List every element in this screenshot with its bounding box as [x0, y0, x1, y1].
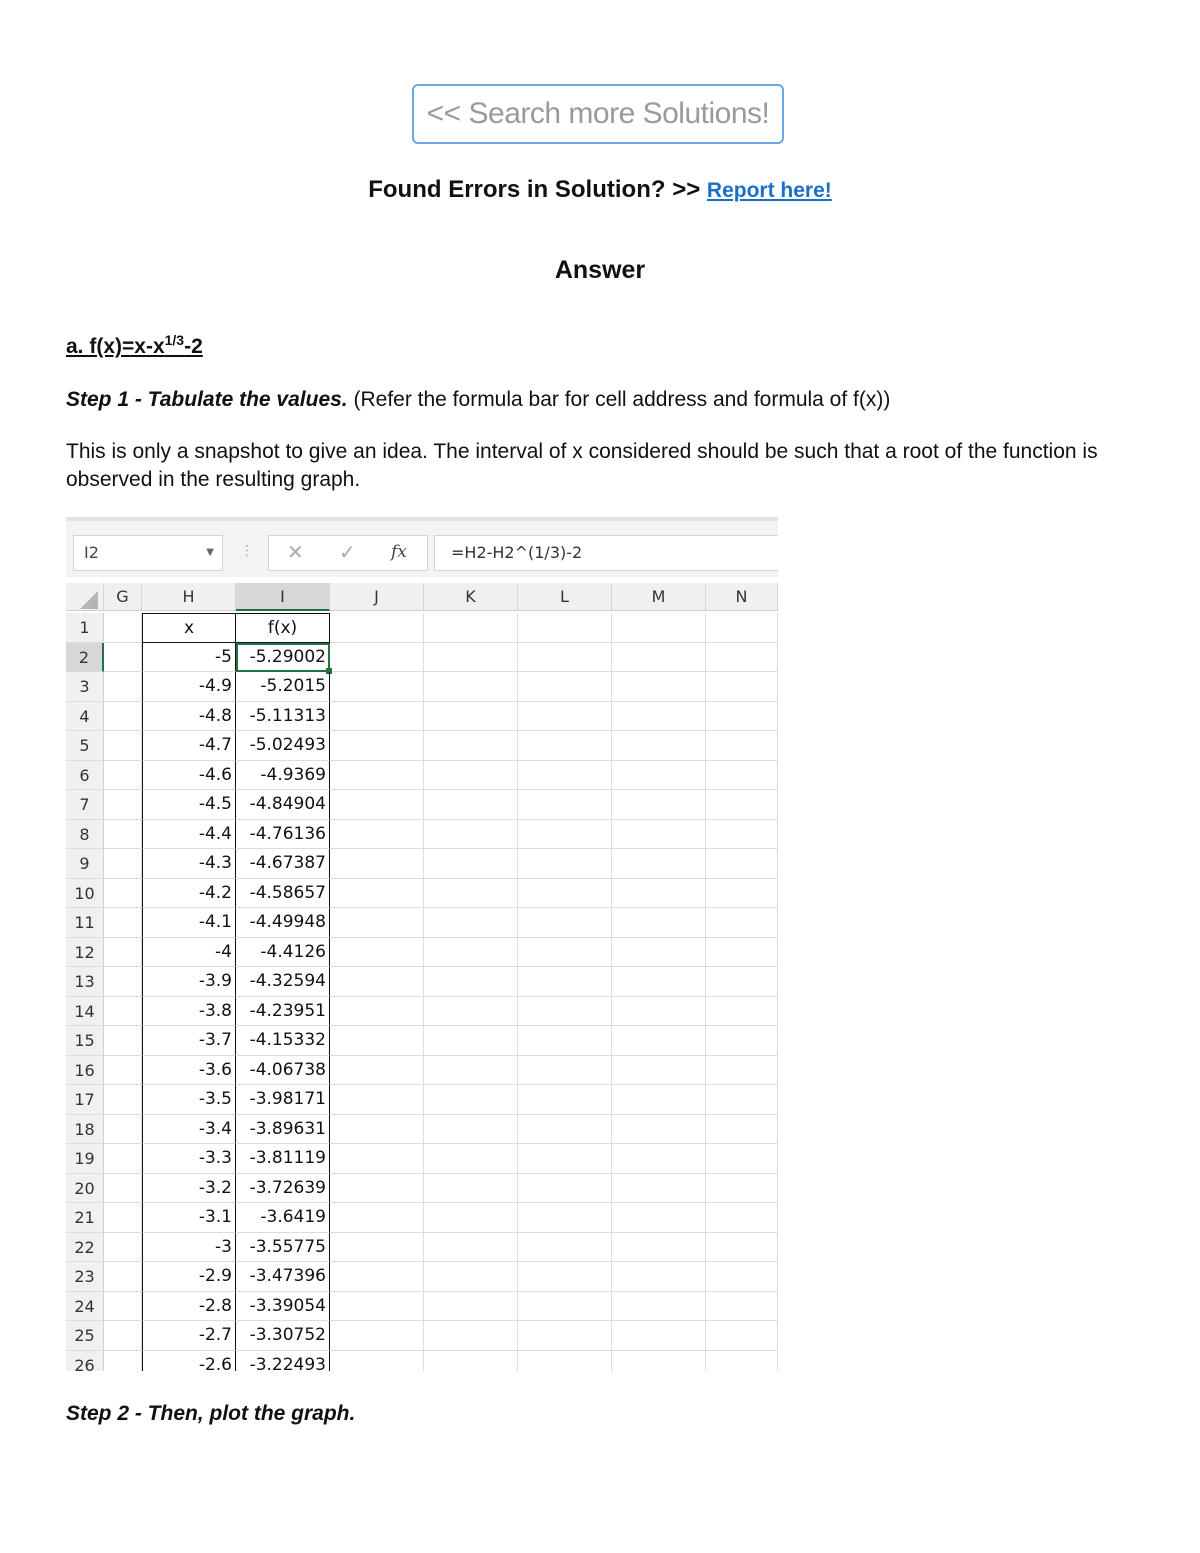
- search-more-solutions-button[interactable]: << Search more Solutions!: [412, 84, 784, 144]
- empty-cell[interactable]: [518, 967, 612, 997]
- fx-cell[interactable]: -3.81119: [236, 1144, 330, 1174]
- empty-cell[interactable]: [424, 1144, 518, 1174]
- empty-cell[interactable]: [424, 731, 518, 761]
- insert-function-icon[interactable]: fx: [391, 542, 407, 562]
- row-number[interactable]: 11: [66, 908, 104, 938]
- fx-cell[interactable]: -3.47396: [236, 1262, 330, 1292]
- x-cell[interactable]: -4.7: [142, 731, 236, 761]
- empty-cell[interactable]: [424, 1292, 518, 1322]
- empty-cell[interactable]: [612, 1203, 706, 1233]
- empty-cell[interactable]: [424, 1085, 518, 1115]
- empty-cell[interactable]: [330, 820, 424, 850]
- empty-cell[interactable]: [424, 1056, 518, 1086]
- empty-cell[interactable]: [104, 1321, 142, 1351]
- empty-cell[interactable]: [424, 1174, 518, 1204]
- table-row: [66, 761, 778, 791]
- empty-cell[interactable]: [330, 967, 424, 997]
- empty-cell[interactable]: [518, 643, 612, 673]
- formula-input[interactable]: =H2-H2^(1/3)-2: [434, 535, 778, 571]
- fx-cell[interactable]: -4.49948: [236, 908, 330, 938]
- column-header-g[interactable]: G: [104, 583, 142, 611]
- empty-cell[interactable]: [518, 849, 612, 879]
- table-row: [66, 938, 778, 968]
- empty-cell[interactable]: [330, 672, 424, 702]
- empty-cell[interactable]: [612, 1026, 706, 1056]
- empty-cell[interactable]: [612, 731, 706, 761]
- table-row: [66, 1115, 778, 1145]
- fx-cell[interactable]: -4.58657: [236, 879, 330, 909]
- row-number[interactable]: 4: [66, 702, 104, 732]
- table-row: [66, 1262, 778, 1292]
- select-all-icon: [80, 591, 98, 609]
- empty-cell[interactable]: [104, 849, 142, 879]
- empty-cell[interactable]: [518, 1321, 612, 1351]
- empty-cell[interactable]: [104, 613, 142, 643]
- fx-cell[interactable]: -5.02493: [236, 731, 330, 761]
- empty-cell[interactable]: [330, 908, 424, 938]
- x-cell[interactable]: -5: [142, 643, 236, 673]
- column-header-m[interactable]: M: [612, 583, 706, 611]
- empty-cell[interactable]: [424, 938, 518, 968]
- row-number[interactable]: 5: [66, 731, 104, 761]
- empty-cell[interactable]: [424, 967, 518, 997]
- empty-cell[interactable]: [518, 820, 612, 850]
- step2-text: Step 2 - Then, plot the graph.: [66, 1402, 356, 1425]
- empty-cell[interactable]: [518, 731, 612, 761]
- empty-cell[interactable]: [612, 643, 706, 673]
- empty-cell[interactable]: [330, 1321, 424, 1351]
- empty-cell[interactable]: [612, 820, 706, 850]
- empty-cell[interactable]: [104, 938, 142, 968]
- fx-cell[interactable]: -4.84904: [236, 790, 330, 820]
- table-row: [66, 790, 778, 820]
- table-row: [66, 672, 778, 702]
- table-row: [66, 1026, 778, 1056]
- empty-cell[interactable]: [518, 672, 612, 702]
- empty-cell[interactable]: [104, 967, 142, 997]
- empty-cell[interactable]: [104, 1144, 142, 1174]
- empty-cell[interactable]: [612, 967, 706, 997]
- empty-cell[interactable]: [518, 1085, 612, 1115]
- empty-cell[interactable]: [424, 1026, 518, 1056]
- empty-cell[interactable]: [330, 790, 424, 820]
- empty-cell[interactable]: [706, 1026, 778, 1056]
- x-cell[interactable]: -2.9: [142, 1262, 236, 1292]
- empty-cell[interactable]: [612, 1262, 706, 1292]
- chevron-down-icon: ▼: [206, 547, 214, 558]
- empty-cell[interactable]: [330, 613, 424, 643]
- empty-cell[interactable]: [518, 702, 612, 732]
- empty-cell[interactable]: [104, 1026, 142, 1056]
- fx-cell[interactable]: -4.15332: [236, 1026, 330, 1056]
- empty-cell[interactable]: [424, 790, 518, 820]
- table-row: [66, 1056, 778, 1086]
- empty-cell[interactable]: [330, 1026, 424, 1056]
- row-number[interactable]: 10: [66, 879, 104, 909]
- empty-cell[interactable]: [330, 1292, 424, 1322]
- table-row: [66, 997, 778, 1027]
- row-number[interactable]: 13: [66, 967, 104, 997]
- empty-cell[interactable]: [612, 879, 706, 909]
- fx-cell[interactable]: -3.72639: [236, 1174, 330, 1204]
- empty-cell[interactable]: [330, 849, 424, 879]
- empty-cell[interactable]: [330, 1203, 424, 1233]
- fx-cell[interactable]: -5.2015: [236, 672, 330, 702]
- name-box[interactable]: [73, 535, 223, 571]
- empty-cell[interactable]: [330, 1174, 424, 1204]
- table-row: [66, 1351, 778, 1372]
- empty-cell[interactable]: [104, 997, 142, 1027]
- spreadsheet-snapshot: [66, 517, 778, 1371]
- empty-cell[interactable]: [104, 1351, 142, 1372]
- fx-cell[interactable]: -4.9369: [236, 761, 330, 791]
- empty-cell[interactable]: [330, 643, 424, 673]
- empty-cell[interactable]: [706, 790, 778, 820]
- step1-label: Step 1 - Tabulate the values.: [66, 388, 348, 411]
- table-row: [66, 1203, 778, 1233]
- row-number[interactable]: 20: [66, 1174, 104, 1204]
- row-number[interactable]: 17: [66, 1085, 104, 1115]
- empty-cell[interactable]: [518, 1056, 612, 1086]
- x-header-cell[interactable]: x: [142, 613, 236, 643]
- table-row: [66, 967, 778, 997]
- empty-cell[interactable]: [612, 849, 706, 879]
- empty-cell[interactable]: [612, 997, 706, 1027]
- empty-cell[interactable]: [706, 702, 778, 732]
- column-header-i[interactable]: I: [236, 583, 330, 611]
- table-row: [66, 643, 778, 673]
- row-number[interactable]: 26: [66, 1351, 104, 1372]
- x-cell[interactable]: -3: [142, 1233, 236, 1263]
- row-number[interactable]: 1: [66, 613, 104, 643]
- cancel-icon[interactable]: ✕: [287, 540, 304, 564]
- fx-cell[interactable]: -3.55775: [236, 1233, 330, 1263]
- empty-cell[interactable]: [330, 1115, 424, 1145]
- empty-cell[interactable]: [518, 1292, 612, 1322]
- empty-cell[interactable]: [518, 879, 612, 909]
- empty-cell[interactable]: [518, 908, 612, 938]
- empty-cell[interactable]: [104, 1174, 142, 1204]
- x-cell[interactable]: -4.2: [142, 879, 236, 909]
- empty-cell[interactable]: [706, 761, 778, 791]
- part-a-exponent: 1/3: [164, 332, 185, 348]
- fx-cell[interactable]: -3.98171: [236, 1085, 330, 1115]
- row-number[interactable]: 22: [66, 1233, 104, 1263]
- empty-cell[interactable]: [104, 820, 142, 850]
- empty-cell[interactable]: [104, 643, 142, 673]
- empty-cell[interactable]: [330, 938, 424, 968]
- answer-title: Answer: [554, 256, 646, 284]
- x-cell[interactable]: -3.2: [142, 1174, 236, 1204]
- empty-cell[interactable]: [706, 997, 778, 1027]
- table-row: [66, 1292, 778, 1322]
- empty-cell[interactable]: [706, 908, 778, 938]
- empty-cell[interactable]: [612, 908, 706, 938]
- row-number[interactable]: 6: [66, 761, 104, 791]
- empty-cell[interactable]: [518, 790, 612, 820]
- empty-cell[interactable]: [424, 820, 518, 850]
- more-options-icon: ⋮: [240, 543, 254, 559]
- name-box-value: I2: [84, 543, 99, 562]
- column-header-j[interactable]: J: [330, 583, 424, 611]
- empty-cell[interactable]: [706, 1203, 778, 1233]
- empty-cell[interactable]: [104, 702, 142, 732]
- x-cell[interactable]: -3.9: [142, 967, 236, 997]
- empty-cell[interactable]: [706, 672, 778, 702]
- empty-cell[interactable]: [518, 1351, 612, 1372]
- empty-cell[interactable]: [424, 879, 518, 909]
- row-number[interactable]: 23: [66, 1262, 104, 1292]
- column-header-k[interactable]: K: [424, 583, 518, 611]
- table-row: [66, 908, 778, 938]
- empty-cell[interactable]: [612, 1144, 706, 1174]
- x-cell[interactable]: -4.8: [142, 702, 236, 732]
- fx-cell[interactable]: -3.30752: [236, 1321, 330, 1351]
- empty-cell[interactable]: [706, 879, 778, 909]
- empty-cell[interactable]: [424, 643, 518, 673]
- table-row: [66, 1085, 778, 1115]
- fx-cell[interactable]: -3.22493: [236, 1351, 330, 1372]
- x-cell[interactable]: -4.9: [142, 672, 236, 702]
- empty-cell[interactable]: [612, 1233, 706, 1263]
- empty-cell[interactable]: [706, 731, 778, 761]
- row-number[interactable]: 3: [66, 672, 104, 702]
- empty-cell[interactable]: [612, 1292, 706, 1322]
- empty-cell[interactable]: [104, 879, 142, 909]
- fx-cell[interactable]: -4.4126: [236, 938, 330, 968]
- empty-cell[interactable]: [612, 1174, 706, 1204]
- part-a-suffix: -2: [184, 335, 203, 358]
- row-number[interactable]: 24: [66, 1292, 104, 1322]
- x-cell[interactable]: -4.1: [142, 908, 236, 938]
- row-number[interactable]: 21: [66, 1203, 104, 1233]
- empty-cell[interactable]: [612, 613, 706, 643]
- empty-cell[interactable]: [424, 1233, 518, 1263]
- empty-cell[interactable]: [612, 1351, 706, 1372]
- empty-cell[interactable]: [330, 1233, 424, 1263]
- row-number[interactable]: 9: [66, 849, 104, 879]
- empty-cell[interactable]: [424, 1321, 518, 1351]
- part-a-heading: [66, 332, 203, 359]
- table-row: [66, 1144, 778, 1174]
- row-number[interactable]: 18: [66, 1115, 104, 1145]
- table-row: [66, 1321, 778, 1351]
- fx-cell[interactable]: -4.06738: [236, 1056, 330, 1086]
- x-cell[interactable]: -4: [142, 938, 236, 968]
- empty-cell[interactable]: [706, 1262, 778, 1292]
- fx-cell[interactable]: -4.32594: [236, 967, 330, 997]
- empty-cell[interactable]: [706, 1321, 778, 1351]
- empty-cell[interactable]: [104, 731, 142, 761]
- empty-cell[interactable]: [518, 1115, 612, 1145]
- formula-buttons: [268, 535, 428, 571]
- empty-cell[interactable]: [706, 820, 778, 850]
- empty-cell[interactable]: [706, 1115, 778, 1145]
- empty-cell[interactable]: [424, 613, 518, 643]
- x-cell[interactable]: -4.3: [142, 849, 236, 879]
- empty-cell[interactable]: [104, 672, 142, 702]
- column-header-h[interactable]: H: [142, 583, 236, 611]
- empty-cell[interactable]: [424, 1115, 518, 1145]
- enter-icon[interactable]: ✓: [339, 540, 356, 564]
- fx-cell[interactable]: -4.23951: [236, 997, 330, 1027]
- empty-cell[interactable]: [612, 702, 706, 732]
- table-row: [66, 849, 778, 879]
- empty-cell[interactable]: [706, 1351, 778, 1372]
- empty-cell[interactable]: [518, 1262, 612, 1292]
- table-row: [66, 879, 778, 909]
- empty-cell[interactable]: [104, 1056, 142, 1086]
- fx-cell[interactable]: -3.39054: [236, 1292, 330, 1322]
- row-number[interactable]: 15: [66, 1026, 104, 1056]
- empty-cell[interactable]: [424, 1203, 518, 1233]
- empty-cell[interactable]: [612, 1115, 706, 1145]
- empty-cell[interactable]: [706, 849, 778, 879]
- empty-cell[interactable]: [518, 1026, 612, 1056]
- row-number[interactable]: 2: [66, 643, 104, 673]
- x-cell[interactable]: -2.6: [142, 1351, 236, 1372]
- empty-cell[interactable]: [518, 1203, 612, 1233]
- empty-cell[interactable]: [330, 1351, 424, 1372]
- empty-cell[interactable]: [706, 967, 778, 997]
- empty-cell[interactable]: [424, 908, 518, 938]
- empty-cell[interactable]: [612, 672, 706, 702]
- x-cell[interactable]: -4.4: [142, 820, 236, 850]
- row-number[interactable]: 19: [66, 1144, 104, 1174]
- empty-cell[interactable]: [706, 938, 778, 968]
- empty-cell[interactable]: [104, 790, 142, 820]
- empty-cell[interactable]: [424, 761, 518, 791]
- step1-body: (Refer the formula bar for cell address and formula of f(x)): [347, 388, 891, 411]
- table-row: [66, 702, 778, 732]
- column-header-l[interactable]: L: [518, 583, 612, 611]
- x-cell[interactable]: -3.1: [142, 1203, 236, 1233]
- part-a-prefix: a. f(x)=x-x: [66, 335, 165, 358]
- table-row: [66, 731, 778, 761]
- empty-cell[interactable]: [104, 1085, 142, 1115]
- empty-cell[interactable]: [104, 1233, 142, 1263]
- empty-cell[interactable]: [612, 761, 706, 791]
- empty-cell[interactable]: [706, 1233, 778, 1263]
- empty-cell[interactable]: [424, 702, 518, 732]
- empty-cell[interactable]: [518, 613, 612, 643]
- empty-cell[interactable]: [424, 1262, 518, 1292]
- fx-cell[interactable]: -3.89631: [236, 1115, 330, 1145]
- empty-cell[interactable]: [104, 761, 142, 791]
- empty-cell[interactable]: [518, 1233, 612, 1263]
- empty-cell[interactable]: [330, 997, 424, 1027]
- fx-cell[interactable]: -3.6419: [236, 1203, 330, 1233]
- table-row: [66, 1233, 778, 1263]
- empty-cell[interactable]: [706, 613, 778, 643]
- x-cell[interactable]: -4.6: [142, 761, 236, 791]
- fx-cell[interactable]: -5.11313: [236, 702, 330, 732]
- empty-cell[interactable]: [612, 1085, 706, 1115]
- empty-cell[interactable]: [706, 1056, 778, 1086]
- fx-cell[interactable]: -5.29002: [236, 643, 330, 673]
- x-cell[interactable]: -4.5: [142, 790, 236, 820]
- x-cell[interactable]: -3.7: [142, 1026, 236, 1056]
- step1-text: [66, 388, 890, 412]
- empty-cell[interactable]: [424, 849, 518, 879]
- formula-bar: [66, 517, 778, 577]
- empty-cell[interactable]: [104, 1262, 142, 1292]
- row-number[interactable]: 7: [66, 790, 104, 820]
- empty-cell[interactable]: [518, 761, 612, 791]
- row-number[interactable]: 12: [66, 938, 104, 968]
- x-cell[interactable]: -2.8: [142, 1292, 236, 1322]
- row-number[interactable]: 25: [66, 1321, 104, 1351]
- x-cell[interactable]: -3.4: [142, 1115, 236, 1145]
- row-number[interactable]: 8: [66, 820, 104, 850]
- row-number[interactable]: 16: [66, 1056, 104, 1086]
- empty-cell[interactable]: [706, 1144, 778, 1174]
- note-paragraph: This is only a snapshot to give an idea. The interval of x considered should be such that a root of the function is observed in the resulting graph.: [66, 440, 1098, 491]
- empty-cell[interactable]: [424, 997, 518, 1027]
- empty-cell[interactable]: [706, 1292, 778, 1322]
- x-cell[interactable]: -3.5: [142, 1085, 236, 1115]
- empty-cell[interactable]: [518, 938, 612, 968]
- x-cell[interactable]: -2.7: [142, 1321, 236, 1351]
- table-row: [66, 1174, 778, 1204]
- empty-cell[interactable]: [330, 1085, 424, 1115]
- found-errors-text: Found Errors in Solution? >>: [368, 176, 701, 203]
- empty-cell[interactable]: [104, 1292, 142, 1322]
- report-here-link[interactable]: Report here!: [706, 179, 832, 202]
- empty-cell[interactable]: [424, 672, 518, 702]
- x-cell[interactable]: -3.8: [142, 997, 236, 1027]
- empty-cell[interactable]: [104, 1203, 142, 1233]
- empty-cell[interactable]: [612, 1321, 706, 1351]
- row-number[interactable]: 14: [66, 997, 104, 1027]
- empty-cell[interactable]: [104, 908, 142, 938]
- empty-cell[interactable]: [706, 1085, 778, 1115]
- found-errors-line: [0, 176, 1200, 204]
- empty-cell[interactable]: [612, 790, 706, 820]
- empty-cell[interactable]: [330, 731, 424, 761]
- fx-cell[interactable]: -4.67387: [236, 849, 330, 879]
- empty-cell[interactable]: [330, 702, 424, 732]
- table-row: [66, 820, 778, 850]
- empty-cell[interactable]: [330, 1144, 424, 1174]
- x-cell[interactable]: -3.3: [142, 1144, 236, 1174]
- empty-cell[interactable]: [330, 761, 424, 791]
- empty-cell[interactable]: [518, 1144, 612, 1174]
- empty-cell[interactable]: [612, 938, 706, 968]
- empty-cell[interactable]: [706, 1174, 778, 1204]
- x-cell[interactable]: -3.6: [142, 1056, 236, 1086]
- table-header-row: [66, 613, 778, 643]
- column-header-n[interactable]: N: [706, 583, 778, 611]
- empty-cell[interactable]: [424, 1351, 518, 1372]
- empty-cell[interactable]: [612, 1056, 706, 1086]
- fx-header-cell[interactable]: f(x): [236, 613, 330, 643]
- empty-cell[interactable]: [330, 1262, 424, 1292]
- empty-cell[interactable]: [518, 1174, 612, 1204]
- fx-cell[interactable]: -4.76136: [236, 820, 330, 850]
- empty-cell[interactable]: [330, 1056, 424, 1086]
- empty-cell[interactable]: [330, 879, 424, 909]
- empty-cell[interactable]: [104, 1115, 142, 1145]
- empty-cell[interactable]: [518, 997, 612, 1027]
- empty-cell[interactable]: [706, 643, 778, 673]
